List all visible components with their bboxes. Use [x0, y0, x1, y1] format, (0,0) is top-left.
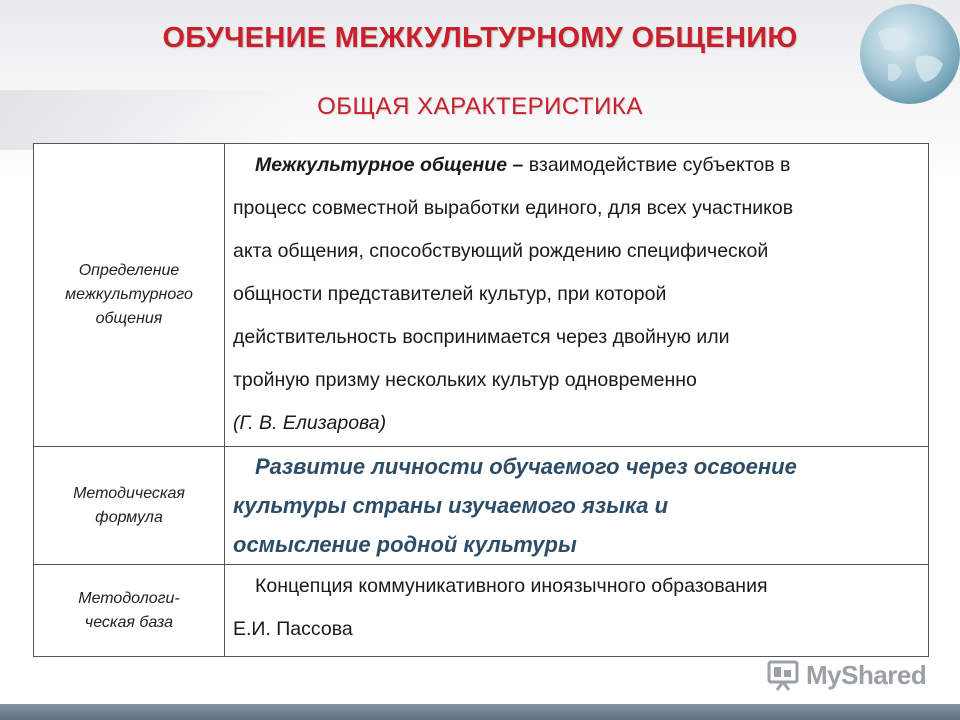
concept-line [233, 565, 918, 608]
concept-text [225, 565, 929, 657]
definition-line: общности представителей культур, при которой [233, 283, 667, 305]
label-line: Методологи- [78, 589, 180, 607]
concept-line-text: Концепция коммуникативного иноязычного образования [255, 575, 768, 597]
row-label-formula [34, 447, 225, 565]
label-line: межкультурного [65, 286, 193, 303]
label-line: Методическая [73, 484, 185, 502]
definition-line: процесс совместной выработки единого, для всех участников [233, 197, 794, 219]
formula-line: осмысление родной культуры [233, 532, 577, 557]
definition-term: Межкультурное общение – [255, 154, 524, 176]
formula-line [233, 447, 918, 486]
definition-line: акта общения, способствующий рождению специфической [233, 240, 769, 262]
watermark-text: MyShared [806, 659, 927, 690]
concept-line: Е.И. Пассова [233, 618, 353, 640]
definition-line-text: взаимодействие субъектов в [523, 154, 791, 176]
label-line: формула [95, 508, 163, 526]
myshared-watermark [766, 655, 926, 695]
definition-line: действительность воспринимается через двойную или [233, 326, 730, 348]
presentation-icon [766, 658, 800, 692]
row-label-base [34, 565, 225, 657]
slide-subtitle [0, 93, 960, 121]
definition-line [233, 144, 918, 187]
table-row-base [34, 565, 929, 657]
label-line: ческая база [84, 613, 174, 631]
table-row-definition [34, 144, 929, 447]
label-line: Определение [78, 262, 180, 279]
row-label-definition [34, 144, 225, 447]
table-row-formula [34, 447, 929, 565]
slide-subtitle-text: ОБЩАЯ ХАРАКТЕРИСТИКА [317, 93, 643, 120]
slide-title: ОБУЧЕНИЕ МЕЖКУЛЬТУРНОМУ ОБЩЕНИЮ [162, 22, 798, 54]
definition-text [225, 144, 929, 447]
formula-text [225, 447, 929, 565]
formula-line-text: Развитие личности обучаемого через освоение [255, 454, 797, 479]
info-table [33, 143, 929, 657]
label-line: общения [95, 310, 163, 327]
bottom-bar [0, 704, 960, 720]
definition-author: (Г. В. Елизарова) [233, 412, 387, 434]
formula-line: культуры страны изучаемого языка и [233, 493, 669, 518]
definition-line: тройную призму нескольких культур одновременно [233, 369, 697, 391]
